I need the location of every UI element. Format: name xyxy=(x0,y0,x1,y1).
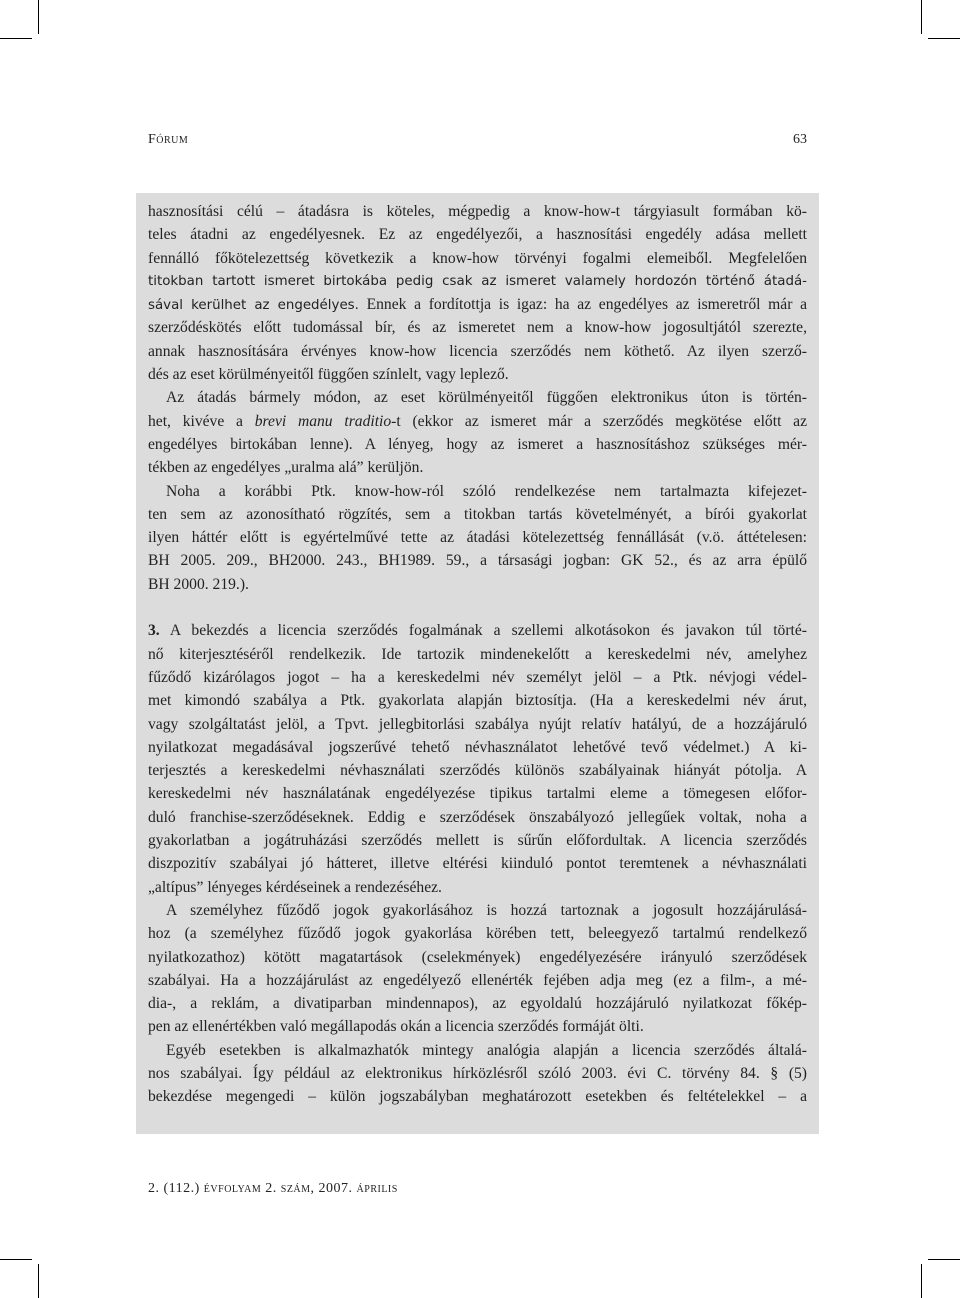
text-line: tékben az engedélyes „uralma alá” kerüljön. xyxy=(148,459,424,477)
text-run: het, kivéve a xyxy=(148,412,255,430)
text-line: nő kiterjesztéséről rendelkezik. Ide tartozik mindenekelőtt a kereskedelmi név, amelyhez xyxy=(148,645,807,663)
crop-mark-bottom-right-vertical xyxy=(921,1264,922,1298)
paragraph-gap xyxy=(148,596,807,619)
text-line: hasznosítási célú – átadásra is köteles, mégpedig a know-how-t tárgyiasult formában kö- xyxy=(148,203,807,220)
crop-mark-top-right-vertical xyxy=(921,0,922,34)
crop-mark-top-right-horizontal xyxy=(928,38,960,39)
crop-mark-top-left-vertical xyxy=(38,0,39,34)
text-line: BH 2005. 209., BH2000. 243., BH1989. 59., a társasági jogban: GK 52., és az arra épülő xyxy=(148,552,807,570)
text-line: met kimondó szabálya a Ptk. gyakorlata alapján biztosítja. (Ha a kereskedelmi név árut, xyxy=(148,692,807,710)
text-line: fűződő kizárólagos jogot – ha a kereskedelmi név személyt jelöl – a Ptk. névjogi védel- xyxy=(148,668,807,686)
text-line: gyakorlatban a jogátruházási szerződés mellett is sűrűn előfordultak. A licencia szerződés xyxy=(148,832,807,850)
text-line: Az átadás bármely módon, az eset körülményeitől függően elektronikus úton is történ- xyxy=(166,389,807,407)
text-line: szabályai. Ha a hozzájárulást az engedélyező ellenérték fejében adja meg (ez a film-, a mé- xyxy=(148,971,807,989)
crop-mark-bottom-right-horizontal xyxy=(928,1259,960,1260)
text-line: ilyen háttér előtt is egyértelművé tette az átadási kötelezettség fennállását (v.ö. áttételesen: xyxy=(148,529,807,547)
text-line: diszpozitív szabályai jó hátteret, illetve eltérési kiinduló pontot teremtenek a névhasználati xyxy=(148,855,807,873)
text-line: szerződéskötés előtt tudomással bír, és az ismeretet nem a know-how jogosultjától szerezte, xyxy=(148,319,807,337)
running-footer: 2. (112.) évfolyam 2. szám, 2007. április xyxy=(148,1181,398,1196)
crop-mark-top-left-horizontal xyxy=(0,38,32,39)
page-number: 63 xyxy=(793,132,807,147)
text-line xyxy=(148,293,807,316)
text-line: „altípus” lényeges kérdéseinek a rendezéséhez. xyxy=(148,878,442,896)
text-line: kereskedelmi név használatának engedélyezése tipikus tartalmi eleme a tömegesen előfor- xyxy=(148,785,807,803)
text-line: nyilatkozat megadásával jogszerűvé tehető névhasználatot lehetővé tevő védelmet.) A ki- xyxy=(148,738,807,756)
text-line: terjesztés a kereskedelmi névhasználati szerződés különös szabályainak hiányát pótolja. A xyxy=(148,762,807,780)
text-line: nyilatkozathoz) kötött magatartások (cselekmények) engedélyezésére irányuló szerződések xyxy=(148,948,807,966)
italic-term: brevi manu traditio xyxy=(254,412,392,430)
text-line: pen az ellenértékben való megállapodás okán a licencia szerződés formáját ölti. xyxy=(148,1018,644,1036)
text-line: fennálló főkötelezettség következik a know-how törvényi fogalmi elemeiből. Megfelelően xyxy=(148,249,807,267)
text-line: A személyhez fűződő jogok gyakorlásához is hozzá tartoznak a jogosult hozzájárulásá- xyxy=(166,901,807,919)
body-text xyxy=(148,200,807,1109)
text-line: annak hasznosítására érvényes know-how licencia szerződés nem köthető. Az ilyen szerző- xyxy=(148,342,807,360)
highlighted-text-block xyxy=(136,193,819,1134)
text-line xyxy=(148,410,807,433)
text-line: dia-, a reklám, a divatiparban mindennapos), az egyoldalú hozzájáruló nyilatkozat főkép- xyxy=(148,995,807,1013)
text-line: ten sem az azonosítható rögzítés, sem a titokban tartás követelményét, a bírói gyakorlat xyxy=(148,505,807,523)
text-run: Ennek a fordítottja is igaz: ha az engedélyes az ismeretről már a xyxy=(358,296,808,314)
text-line: titokban tartott ismeret birtokába pedig csak az ismeret valamely hordozón történő átadá- xyxy=(148,273,807,289)
text-line: dés az eset körülményeitől függően színlelt, vagy leplező. xyxy=(148,366,509,384)
crop-mark-bottom-left-vertical xyxy=(38,1264,39,1298)
text-run: -t (ekkor az ismeret már a szerződés megkötése előtt az xyxy=(391,412,808,430)
text-line: hoz (a személyhez fűződő jogok gyakorlása körében tett, beleegyező tartalmú rendelkező xyxy=(148,925,807,943)
text-line: nos szabályai. Így például az elektronikus hírközlésről szóló 2003. évi C. törvény 84. § (5) xyxy=(148,1064,807,1082)
text-line: Noha a korábbi Ptk. know-how-ról szóló rendelkezése nem tartalmazta kifejezet- xyxy=(166,482,807,500)
crop-mark-bottom-left-horizontal xyxy=(0,1259,32,1260)
text-line: engedélyes birtokában lenne). A lényeg, hogy az ismeret a hasznosításhoz szükséges mér- xyxy=(148,435,807,453)
text-run: A bekezdés a licencia szerződés fogalmának a szellemi alkotásokon és javakon túl törté- xyxy=(159,622,807,640)
text-line: teles átadni az engedélyesnek. Ez az engedélyezői, a hasznosítási engedély adása mellett xyxy=(148,226,807,244)
text-line: duló franchise-szerződéseknek. Eddig e szerződések önszabályozó jellegűek voltak, noha a xyxy=(148,808,807,826)
text-line: Egyéb esetekben is alkalmazhatók mintegy analógia alapján a licencia szerződés általá- xyxy=(166,1041,807,1059)
text-run-sans: sával kerülhet az engedélyes. xyxy=(148,298,359,314)
section-number: 3. xyxy=(148,622,160,640)
text-line xyxy=(148,619,807,642)
text-line: BH 2000. 219.). xyxy=(148,575,249,593)
running-header-title: Fórum xyxy=(148,132,189,147)
text-line: vagy szolgáltatást jelöl, a Tpvt. jellegbitorlási szabálya nyújt relatív hatályú, de a hozzájáruló xyxy=(148,715,807,733)
text-line: bekezdése megengedi – külön jogszabályban meghatározott esetekben és feltételekkel – a xyxy=(148,1088,807,1106)
